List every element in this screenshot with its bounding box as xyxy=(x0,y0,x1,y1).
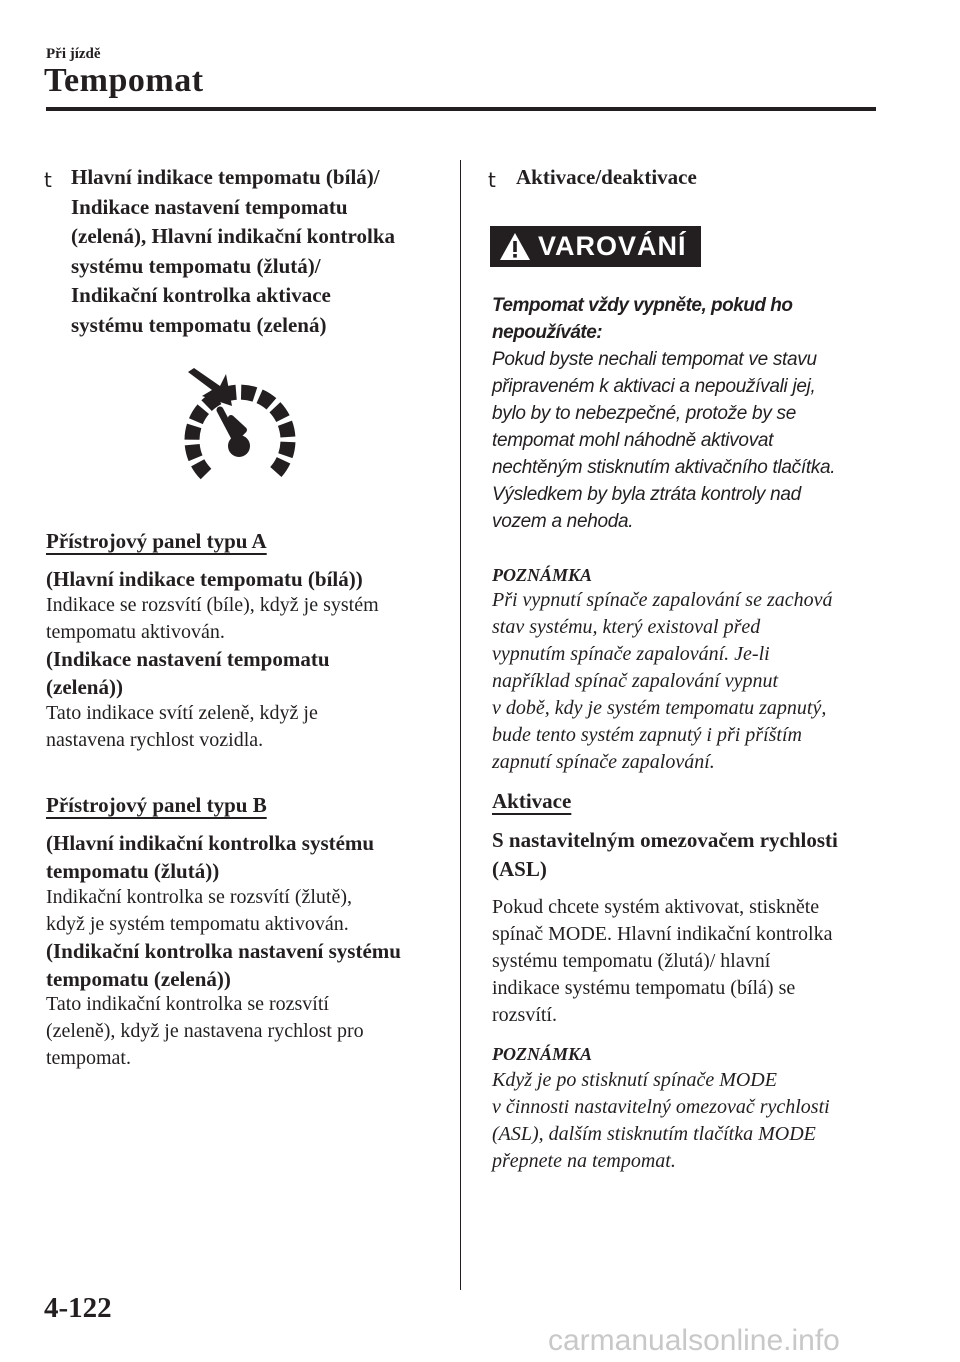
left-heading: Hlavní indikace tempomatu (bílá)/ Indikace nastavení tempomatu (zelená), Hlavní indikační kontrolka systému tempomatu (žlutá)/ Indikační kontrolka aktivace systému tempomatu (zelená) xyxy=(71,165,395,337)
warning-label: VAROVÁNÍ xyxy=(538,231,687,261)
page-number: 4-122 xyxy=(44,1292,112,1324)
panel-a-title: Přístrojový panel typu A xyxy=(46,529,267,553)
panel-a-sub1: (Hlavní indikace tempomatu (bílá)) xyxy=(46,567,363,591)
right-heading: Aktivace/deaktivace xyxy=(516,165,697,189)
warning-heading: Tempomat vždy vypněte, pokud ho nepoužíváte: xyxy=(492,295,793,343)
activation-sub: S nastavitelným omezovačem rychlosti (ASL) xyxy=(492,828,838,881)
bullet-marker: t xyxy=(488,168,496,192)
activation-text: Pokud chcete systém aktivovat, stiskněte spínač MODE. Hlavní indikační kontrolka systému tempomatu (žlutá)/ hlavní indikace systému tempomatu (bílá) se rozsvítí. xyxy=(492,896,833,1026)
panel-b-sub2: (Indikační kontrolka nastavení systému tempomatu (zelená)) xyxy=(46,939,401,991)
warning-badge xyxy=(490,226,701,267)
section-label: Při jízdě xyxy=(46,46,101,62)
note-text: Při vypnutí spínače zapalování se zachová stav systému, který existoval před vypnutím spínače zapalování. Je-li například spínač zapalování vypnut v době, kdy je systém tempomatu zapnutý, bude tento systém zapnutý i při příštím zapnutí spínače zapalování. xyxy=(492,589,833,773)
bullet-marker: t xyxy=(44,168,52,192)
panel-a-text2: Tato indikace svítí zeleně, když je nastavena rychlost vozidla. xyxy=(46,702,318,751)
page-title: Tempomat xyxy=(44,62,204,99)
warning-triangle-icon xyxy=(498,231,532,263)
warning-text: Pokud byste nechali tempomat ve stavu připraveném k aktivaci a nepoužívali jej, bylo by to nebezpečné, protože by se tempomat mohl náhodně aktivovat nechtěným stisknutím aktivačního tlačítka. Výsledkem by byla ztráta kontroly nad vozem a nehoda. xyxy=(492,349,836,532)
panel-b-text1: Indikační kontrolka se rozsvítí (žlutě), když je systém tempomatu aktivován. xyxy=(46,886,353,935)
panel-a-text1: Indikace se rozsvítí (bíle), když je systém tempomatu aktivován. xyxy=(46,594,379,643)
panel-a-sub2: (Indikace nastavení tempomatu (zelená)) xyxy=(46,647,330,699)
panel-b-sub1: (Hlavní indikační kontrolka systému tempomatu (žlutá)) xyxy=(46,831,375,883)
cruise-control-indicator-icon xyxy=(180,360,300,490)
activation-title: Aktivace xyxy=(492,789,572,813)
note-label: POZNÁMKA xyxy=(492,565,593,585)
note-text: Když je po stisknutí spínače MODE v činnosti nastavitelný omezovač rychlosti (ASL), dalším stisknutím tlačítka MODE přepnete na tempomat. xyxy=(492,1069,830,1172)
watermark: carmanualsonline.info xyxy=(548,1324,840,1357)
panel-b-title: Přístrojový panel typu B xyxy=(46,793,267,817)
title-rule xyxy=(46,107,876,111)
column-divider xyxy=(460,160,461,1290)
note-label: POZNÁMKA xyxy=(492,1044,593,1064)
panel-b-text2: Tato indikační kontrolka se rozsvítí (zeleně), když je nastavena rychlost pro tempomat. xyxy=(46,993,364,1069)
